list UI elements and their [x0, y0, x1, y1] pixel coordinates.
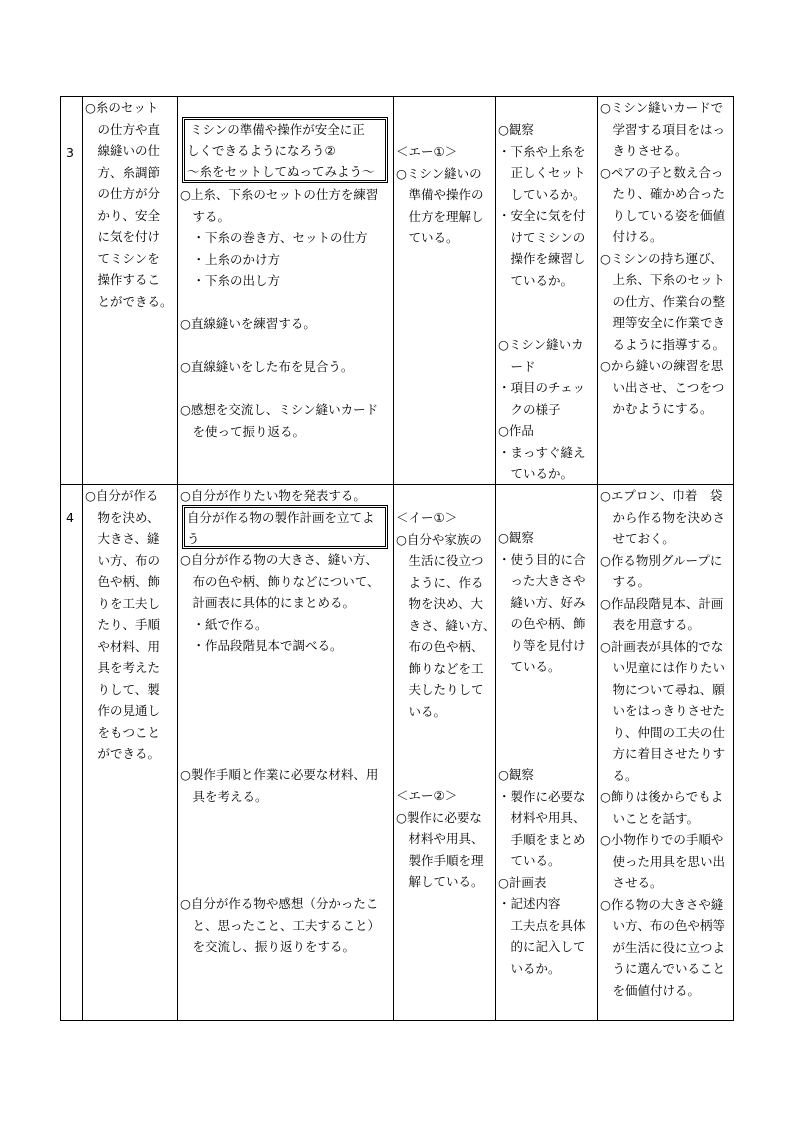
support-line: うに選んでいること	[600, 961, 726, 976]
support-line: ○エプロン、巾着 袋	[600, 488, 723, 503]
activity-line: ・下糸の出し方	[180, 273, 281, 288]
evaluation-line: ・使う目的に合	[498, 551, 586, 567]
goal-line: 線縫いの仕	[85, 143, 161, 158]
activity-line: と、思ったこと、工夫すること）	[180, 917, 381, 933]
goal-line: をもつこと	[85, 724, 161, 740]
support-line: から作る物を決めさ	[600, 509, 726, 525]
support-line: り、仲間の工夫の仕	[600, 724, 726, 740]
evaluation-line: ・下糸や上糸を	[498, 143, 586, 159]
support-line: ○作る物の大きさや縫	[600, 896, 724, 912]
activity-line: ○直線縫いを練習する。	[180, 316, 316, 331]
support-line: ○作品段階見本、計画	[600, 595, 724, 611]
column-divider	[495, 96, 496, 1021]
support-line: せておく。	[600, 531, 675, 546]
evaluation-line: ード	[498, 358, 536, 374]
support-line: 付ける。	[600, 229, 663, 244]
goal-line: ができる。	[85, 746, 161, 761]
viewpoint-line: ○ミシン縫いの	[396, 165, 482, 181]
goal-line: たり、手順	[85, 617, 161, 632]
evaluation-line: ○観察	[498, 530, 534, 545]
evaluation-line: ○ミシン縫いカ	[498, 337, 584, 352]
activity-line: 布の色や柄、飾りなどについて、	[180, 573, 380, 589]
evaluation-line: 操作を練習し	[498, 251, 586, 266]
viewpoint-line: ＜エー②＞	[396, 788, 458, 803]
goal-line: い方、布の	[85, 552, 161, 568]
table-right-border	[733, 96, 734, 1021]
evaluation-line: り等を見付け	[498, 637, 586, 653]
support-line: かむようにする。	[600, 401, 713, 416]
viewpoint-line: 飾りなどを工	[396, 660, 484, 676]
activity-line: を交流し、振り返りをする。	[180, 939, 356, 954]
lesson-goal-line: ～糸をセットしてぬってみよう～	[187, 164, 375, 179]
evaluation-line: ているか。	[498, 272, 574, 288]
evaluation-line: ている。	[498, 853, 561, 868]
evaluation-line: けてミシンの	[498, 229, 586, 245]
goal-line: りを工夫し	[85, 595, 161, 611]
evaluation-line: ているか。	[498, 466, 574, 481]
evaluation-line: 手順をまとめ	[498, 831, 586, 847]
evaluation-line: の色や柄、飾	[498, 616, 586, 631]
evaluation-line: 材料や用具、	[498, 810, 586, 825]
support-line: ○から縫いの練習を思	[600, 358, 724, 373]
evaluation-line: 的に記入して	[498, 939, 586, 954]
viewpoint-line: 解している。	[396, 874, 484, 889]
activity-line: ○自分が作る物や感想（分かったこ	[180, 896, 379, 911]
activity-line: 計画表に具体的にまとめる。	[180, 595, 356, 610]
support-line: の仕方、作業台の整	[600, 293, 726, 309]
goal-line: かり、安全	[85, 207, 161, 223]
evaluation-line: ・安全に気を付	[498, 208, 586, 223]
viewpoint-line: 夫したりして	[396, 682, 484, 697]
evaluation-line: 正しくセット	[498, 165, 586, 180]
viewpoint-line: 準備や操作の	[396, 187, 484, 202]
evaluation-line: 工夫点を具体	[498, 917, 586, 933]
support-line: 方に着目させたりす	[600, 746, 726, 761]
support-line: い方、布の色や柄等	[600, 918, 726, 933]
row-number: 3	[66, 145, 74, 160]
activity-line: ○感想を交流し、ミシン縫いカード	[180, 402, 379, 417]
evaluation-line: ○観察	[498, 122, 534, 137]
support-line: たり、確かめ合った	[600, 186, 726, 201]
support-line: きりさせる。	[600, 143, 688, 158]
evaluation-line: ている。	[498, 659, 561, 674]
evaluation-line: いるか。	[498, 960, 561, 976]
goal-line: に気を付け	[85, 229, 161, 244]
evaluation-line: クの様子	[498, 401, 561, 417]
support-line: 物について尋ね、願	[600, 681, 725, 697]
activity-line: ・上糸のかけ方	[180, 251, 281, 267]
evaluation-line: ・記述内容	[498, 896, 561, 911]
activity-line: ○直線縫いをした布を見合う。	[180, 359, 354, 374]
support-line: ○作る物別グループに	[600, 552, 723, 568]
support-line: 使った用具を思い出	[600, 853, 726, 869]
lesson-goal-line: う	[187, 531, 200, 546]
goal-line: 大きさ、縫	[85, 531, 160, 546]
support-line: 学習する項目をはっ	[600, 121, 726, 137]
support-line: る。	[600, 767, 638, 783]
support-line: ○計画表が具体的でな	[600, 638, 724, 654]
support-line: ○小物作りでの手順や	[600, 832, 724, 847]
activity-line: ・作品段階見本で調べる。	[180, 638, 343, 653]
support-line: ○飾りは後からでもよ	[600, 789, 724, 804]
goal-line: 操作するこ	[85, 272, 161, 287]
viewpoint-line: ○自分や家族の	[396, 531, 482, 547]
viewpoint-line: 生活に役立つ	[396, 553, 484, 568]
goal-line: てミシンを	[85, 250, 160, 266]
viewpoint-line: ○製作に必要な	[396, 809, 482, 825]
activity-line: ○自分が作りたい物を発表する。	[180, 488, 366, 503]
support-line: いをはっきりさせた	[600, 703, 726, 718]
activity-line: 具を考える。	[180, 788, 268, 804]
activity-line: ○自分が作る物の大きさ、縫い方、	[180, 552, 378, 567]
table-bottom-border	[60, 1020, 734, 1021]
support-line: いことを話す。	[600, 810, 700, 826]
evaluation-line: ・項目のチェッ	[498, 380, 586, 395]
lesson-goal-line: しくできるようになろう②	[187, 143, 336, 158]
support-line: 表を用意する。	[600, 617, 701, 632]
activity-line: ・下糸の巻き方、セットの仕方	[180, 230, 368, 245]
evaluation-line: しているか。	[498, 186, 586, 202]
evaluation-line: ○作品	[498, 423, 534, 438]
row-number: 4	[66, 510, 74, 525]
goal-line: りして、製	[85, 681, 160, 697]
table-left-border	[60, 96, 61, 1021]
goal-line: の仕方が分	[85, 186, 161, 201]
evaluation-line: った大きさや	[498, 573, 586, 588]
support-line: い児童には作りたい	[600, 660, 726, 675]
evaluation-line: ・まっすぐ縫え	[498, 444, 586, 460]
goal-line: ○自分が作る	[85, 488, 159, 503]
lesson-goal-line: 自分が作る物の製作計画を立てよ	[187, 510, 375, 525]
viewpoint-line: 製作手順を理	[396, 852, 484, 868]
activity-line: を使って振り返る。	[180, 423, 306, 439]
viewpoint-line: きさ、縫い方、	[396, 617, 496, 633]
viewpoint-line: いる。	[396, 703, 447, 719]
goal-line: 方、糸調節	[85, 164, 161, 180]
goal-line: 具を考えた	[85, 660, 161, 675]
goal-line: とができる。	[85, 293, 173, 309]
evaluation-line: ・製作に必要な	[498, 788, 586, 804]
support-line: 上糸、下糸のセット	[600, 272, 726, 287]
support-line: りしている姿を価値	[600, 207, 726, 223]
goal-line: 色や柄、飾	[85, 574, 161, 589]
lesson-goal-line: ミシンの準備や操作が安全に正	[190, 122, 365, 137]
viewpoint-line: 布の色や柄、	[396, 639, 484, 654]
goal-line: や材料、用	[85, 638, 161, 654]
viewpoint-line: ている。	[396, 230, 459, 245]
activity-line: ○製作手順と作業に必要な材料、用	[180, 767, 379, 782]
support-line: させる。	[600, 875, 663, 890]
viewpoint-line: ＜エー①＞	[396, 144, 458, 159]
support-line: ○ミシンの持ち運び、	[600, 250, 723, 266]
activity-line: ・紙で作る。	[180, 616, 268, 632]
column-divider	[597, 96, 598, 1021]
viewpoint-line: 物を決め、大	[396, 596, 484, 611]
support-line: るように指導する。	[600, 336, 726, 352]
support-line: い出させ、こつをつ	[600, 379, 725, 395]
support-line: ○ミシン縫いカードで	[600, 100, 724, 115]
goal-line: 物を決め、	[85, 509, 160, 525]
viewpoint-line: 材料や用具、	[396, 831, 484, 846]
viewpoint-line: 仕方を理解し	[396, 208, 484, 224]
evaluation-line: ○観察	[498, 767, 534, 782]
column-divider	[177, 96, 178, 1021]
viewpoint-line: ように、作る	[396, 574, 484, 590]
viewpoint-line: ＜イー①＞	[396, 510, 458, 525]
evaluation-line: ○計画表	[498, 874, 547, 890]
support-line: を価値付ける。	[600, 982, 701, 998]
support-line: が生活に役に立つよ	[600, 939, 726, 955]
evaluation-line: 縫い方、好み	[498, 594, 586, 610]
goal-line: の仕方や直	[85, 121, 161, 137]
column-divider	[82, 96, 83, 1021]
support-line: 理等安全に作業でき	[600, 315, 726, 330]
support-line: する。	[600, 574, 651, 589]
column-divider	[393, 96, 394, 1021]
activity-line: ○上糸、下糸のセットの仕方を練習	[180, 187, 379, 202]
activity-line: する。	[180, 208, 231, 224]
support-line: ○ペアの子と数え合っ	[600, 164, 724, 180]
goal-line: ○糸のセット	[85, 100, 159, 115]
goal-line: 作の見通し	[85, 703, 161, 718]
